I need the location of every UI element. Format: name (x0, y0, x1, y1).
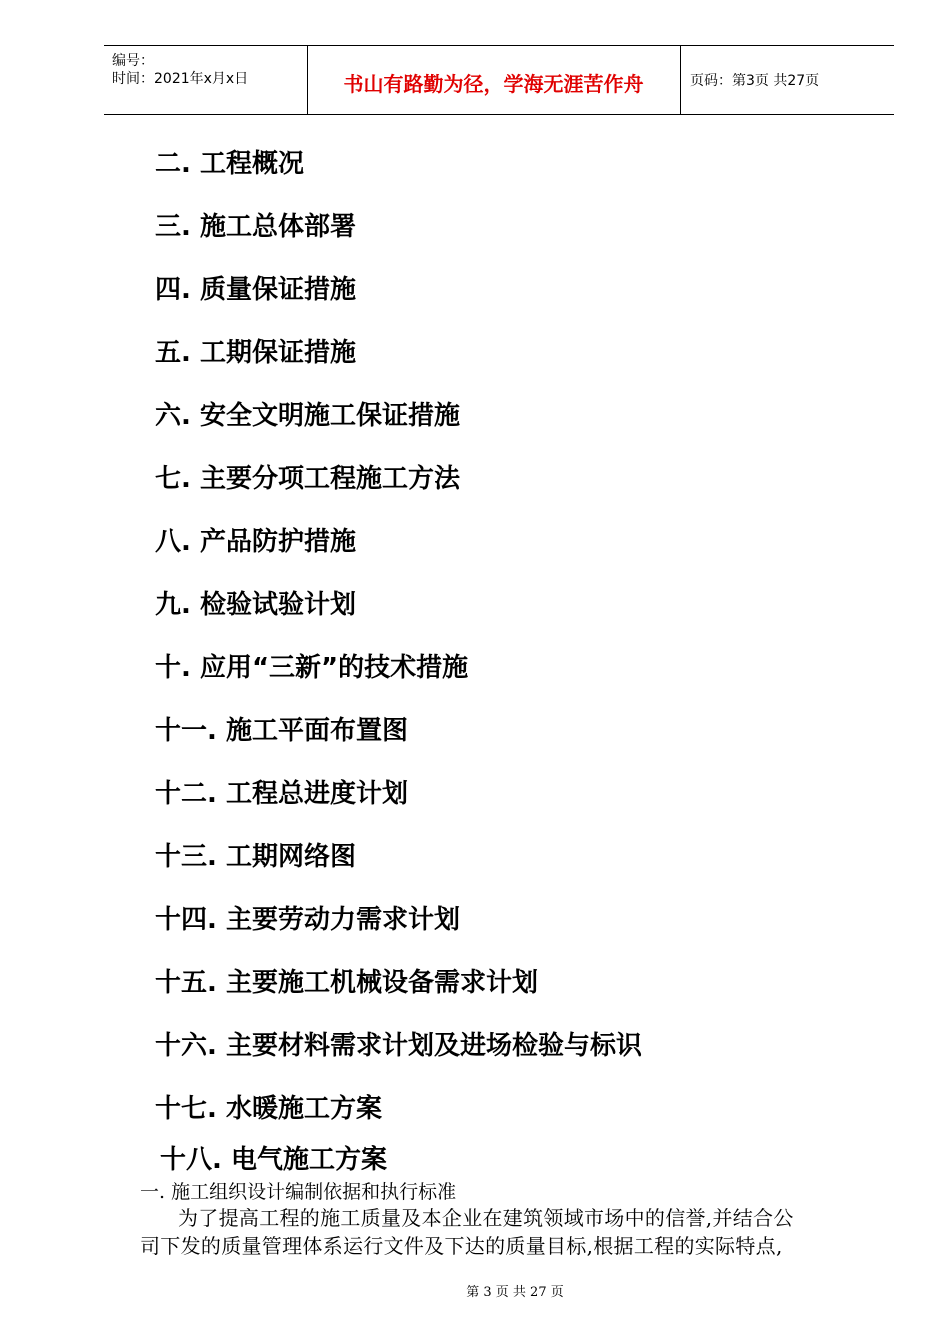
toc-item-text: 应用“三新”的技术措施 (199, 653, 469, 683)
section-heading: 一. 施工组织设计编制依据和执行标准 (140, 1181, 457, 1203)
toc-item[interactable] (155, 400, 460, 432)
header-motto: 书山有路勤为径，学海无涯苦作舟 (343, 72, 644, 96)
toc-item-number: 十七. (155, 1094, 217, 1124)
paragraph-line: 司下发的质量管理体系运行文件及下达的质量目标,根据工程的实际特点, (140, 1234, 783, 1258)
toc-item-number: 十. (155, 653, 191, 683)
toc-item-text: 主要劳动力需求计划 (225, 905, 460, 935)
toc-item-number: 六. (155, 401, 191, 431)
toc-item-number: 九. (155, 590, 191, 620)
toc-item-text: 主要施工机械设备需求计划 (225, 968, 538, 998)
document-time-label: 时间：2021年x月x日 (112, 71, 249, 87)
toc-item-number: 四. (155, 275, 191, 305)
toc-item[interactable] (155, 1030, 642, 1062)
toc-item-number: 五. (155, 338, 191, 368)
toc-item[interactable] (155, 589, 356, 621)
toc-item[interactable] (155, 148, 304, 180)
toc-item-text: 工期保证措施 (199, 338, 356, 368)
toc-item-text: 质量保证措施 (199, 275, 356, 305)
toc-item[interactable] (160, 1144, 387, 1176)
toc-item-text: 工程总进度计划 (225, 779, 408, 809)
toc-item[interactable] (155, 778, 408, 810)
toc-item-text: 水暖施工方案 (225, 1094, 382, 1124)
toc-item-text: 工程概况 (199, 149, 304, 179)
toc-item-number: 十六. (155, 1031, 217, 1061)
toc-item[interactable] (155, 1093, 382, 1125)
toc-item-number: 三. (155, 212, 191, 242)
toc-item-text: 施工总体部署 (199, 212, 356, 242)
toc-item[interactable] (155, 337, 356, 369)
page-footer (0, 1281, 950, 1300)
toc-item-text: 主要材料需求计划及进场检验与标识 (225, 1031, 642, 1061)
section-paragraph (140, 1204, 870, 1260)
toc-item-number: 十四. (155, 905, 217, 935)
footer-page-number: 第 3 页 共 27 页 (466, 1285, 564, 1300)
toc-item[interactable] (155, 652, 468, 684)
toc-item-number: 八. (155, 527, 191, 557)
toc-item[interactable] (155, 715, 408, 747)
toc-item-number: 十三. (155, 842, 217, 872)
toc-item-number: 二. (155, 149, 191, 179)
toc-item-text: 施工平面布置图 (225, 716, 408, 746)
toc-item[interactable] (155, 967, 538, 999)
toc-item[interactable] (155, 841, 356, 873)
toc-item-number: 十一. (155, 716, 217, 746)
header-page-code: 页码：第3页 共27页 (690, 73, 820, 89)
toc-item[interactable] (155, 904, 460, 936)
paragraph-line: 为了提高工程的施工质量及本企业在建筑领域市场中的信誉,并结合公 (178, 1206, 794, 1230)
toc-item-text: 检验试验计划 (199, 590, 356, 620)
toc-item-text: 主要分项工程施工方法 (199, 464, 460, 494)
document-number-label: 编号： (112, 53, 154, 69)
toc-item-number: 十八. (160, 1145, 222, 1175)
toc-item-number: 十五. (155, 968, 217, 998)
toc-item-number: 十二. (155, 779, 217, 809)
toc-item[interactable] (155, 211, 356, 243)
toc-item-text: 产品防护措施 (199, 527, 356, 557)
toc-item-number: 七. (155, 464, 191, 494)
toc-item[interactable] (155, 463, 460, 495)
toc-item-text: 工期网络图 (225, 842, 356, 872)
toc-item[interactable] (155, 526, 356, 558)
toc-item-text: 电气施工方案 (230, 1145, 387, 1175)
toc-item[interactable] (155, 274, 356, 306)
toc-item-text: 安全文明施工保证措施 (199, 401, 460, 431)
